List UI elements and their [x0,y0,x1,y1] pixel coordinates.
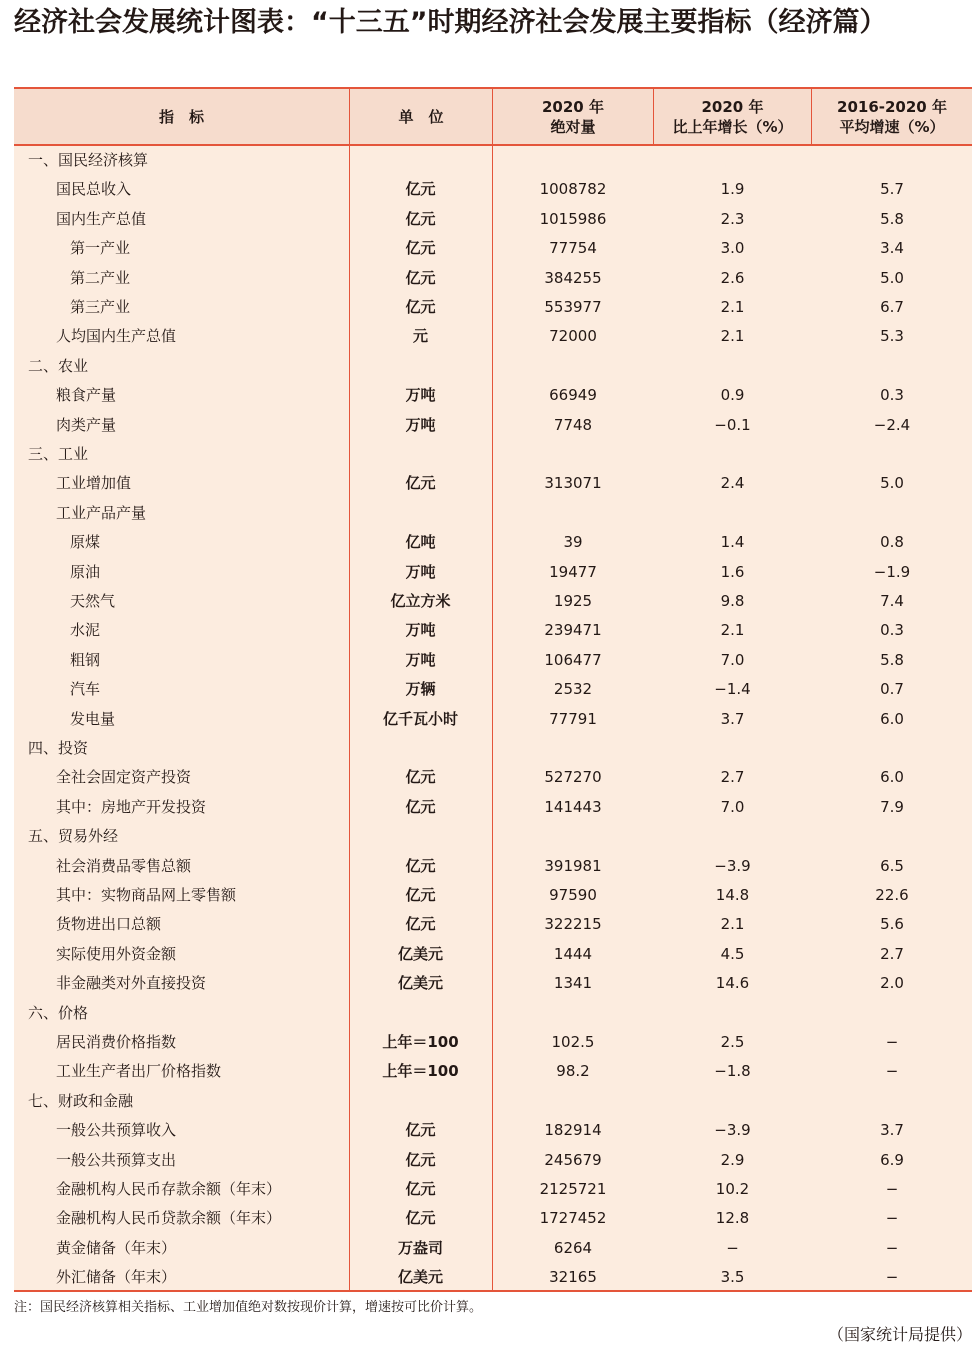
indicator-name: 四、投资 [28,739,89,757]
absolute-value-cell: 32165 [549,1268,597,1287]
indicator-name: 第一产业 [70,239,131,258]
average-rate-cell: − [885,1209,899,1228]
average-rate-cell: − [885,1062,899,1081]
indicator-name: 发电量 [70,709,116,728]
average-rate-cell: 6.5 [880,856,904,875]
table-row [14,469,972,498]
indicator-name: 工业产品产量 [56,503,147,522]
header-indicator-label: 指 标 [158,107,204,126]
average-rate-cell: 2.0 [880,974,904,993]
unit-cell: 亿元 [405,1121,436,1140]
indicator-name: 粗钢 [70,650,101,669]
footnote: 注：国民经济核算相关指标、工业增加值绝对数按现价计算，增速按可比价计算。 [14,1300,483,1315]
indicator-name: 天然气 [70,592,116,610]
unit-cell: 亿元 [405,1150,436,1169]
indicator-name: 金融机构人民币存款余额（年末） [56,1180,282,1198]
indicator-name: 水泥 [70,621,101,640]
growth-rate-cell: 2.3 [720,209,745,228]
table-row [14,558,972,587]
absolute-value-cell: 2125721 [539,1180,607,1198]
growth-rate-cell: − [726,1238,739,1257]
indicator-name: 全社会固定资产投资 [56,768,192,787]
average-rate-cell: 6.7 [880,298,904,316]
unit-cell: 万吨 [405,650,436,669]
average-rate-cell: 0.7 [880,680,904,699]
average-rate-cell: 7.9 [880,797,904,816]
header-growth [654,89,811,144]
unit-cell: 亿元 [405,180,436,199]
indicator-name: 六、价格 [28,1003,89,1022]
unit-cell: 亿立方米 [390,592,451,610]
table-row [14,234,972,263]
growth-rate-cell: 1.9 [720,180,745,199]
growth-rate-cell: 14.8 [715,886,750,904]
absolute-value-cell: 1444 [553,944,593,963]
unit-cell: 上年＝100 [382,1033,459,1051]
average-rate-cell: 5.6 [880,915,904,934]
absolute-value-cell: 19477 [549,562,597,581]
average-rate-cell: 5.8 [880,209,904,228]
unit-cell: 万吨 [405,415,436,434]
growth-rate-cell: 2.6 [720,268,745,287]
absolute-value-cell: 1015986 [539,209,607,228]
indicator-name: 其中：房地产开发投资 [56,797,207,816]
table-row [14,499,972,528]
table-row [14,264,972,293]
unit-cell: 亿千瓦小时 [382,709,458,728]
table-row [14,793,972,822]
average-rate-cell: 3.7 [880,1121,904,1140]
unit-cell: 亿美元 [397,974,443,993]
absolute-value-cell: 2532 [553,680,593,699]
indicator-name: 国民总收入 [56,180,132,199]
average-rate-cell: −2.4 [873,415,911,434]
table-row [14,293,972,322]
unit-cell: 亿吨 [405,533,436,552]
header-growth-line2: 比上年增长（%） [672,117,793,136]
growth-rate-cell: 2.1 [720,298,745,316]
table-row [14,587,972,616]
growth-rate-cell: 10.2 [715,1180,750,1198]
growth-rate-cell: 3.5 [720,1268,745,1287]
absolute-value-cell: 77791 [549,709,597,728]
indicator-table [14,87,972,1292]
table-row [14,1028,972,1057]
table-row [14,175,972,204]
unit-cell: 亿元 [405,768,436,787]
average-rate-cell: 6.0 [880,768,904,787]
section-row [14,146,972,175]
growth-rate-cell: −0.1 [714,415,751,434]
unit-cell: 亿元 [405,239,436,258]
growth-rate-cell: −1.8 [714,1062,751,1081]
indicator-name: 国内生产总值 [56,209,147,228]
growth-rate-cell: 7.0 [720,650,745,669]
average-rate-cell: 5.3 [880,327,904,346]
unit-cell: 亿元 [405,298,436,316]
source-credit: （国家统计局提供） [827,1325,972,1344]
section-row [14,1087,972,1116]
absolute-value-cell: 66949 [549,386,597,405]
absolute-value-cell: 1341 [553,974,593,993]
indicator-name: 七、财政和金融 [28,1091,134,1110]
header-average-line2: 平均增速（%） [839,117,945,136]
average-rate-cell: 0.3 [880,386,904,405]
unit-cell: 亿元 [405,856,436,875]
growth-rate-cell: 2.4 [720,474,745,493]
growth-rate-cell: 2.7 [720,768,745,787]
absolute-value-cell: 102.5 [551,1033,595,1051]
indicator-name: 二、农业 [28,356,89,375]
section-row [14,822,972,851]
indicator-name: 货物进出口总额 [56,915,162,934]
growth-rate-cell: 0.9 [720,386,745,405]
table-row [14,1146,972,1175]
growth-rate-cell: 3.7 [720,709,745,728]
indicator-name: 第二产业 [70,268,131,287]
unit-cell: 亿元 [405,268,436,287]
indicator-name: 金融机构人民币贷款余额（年末） [56,1209,282,1228]
absolute-value-cell: 245679 [544,1150,602,1169]
header-absolute-line1: 2020 年 [542,97,604,116]
unit-cell: 亿元 [405,1209,436,1228]
average-rate-cell: 0.8 [880,533,904,552]
unit-cell: 元 [412,327,428,346]
absolute-value-cell: 7748 [553,415,593,434]
unit-cell: 万吨 [405,386,436,405]
growth-rate-cell: −3.9 [714,1121,751,1140]
unit-cell: 亿元 [405,797,436,816]
unit-cell: 万吨 [405,621,436,640]
indicator-name: 第三产业 [70,298,131,316]
indicator-name: 居民消费价格指数 [56,1033,177,1051]
average-rate-cell: − [885,1268,899,1287]
absolute-value-cell: 322215 [544,915,602,934]
table-row [14,646,972,675]
table-row [14,322,972,351]
section-row [14,734,972,763]
header-average [812,89,972,144]
table-row [14,705,972,734]
indicator-name: 外汇储备（年末） [56,1268,177,1287]
unit-cell: 万辆 [405,680,436,699]
table-row [14,528,972,557]
absolute-value-cell: 77754 [549,239,597,258]
table-row [14,1057,972,1086]
growth-rate-cell: 2.1 [720,621,745,640]
absolute-value-cell: 97590 [549,886,597,904]
table-row [14,1204,972,1233]
growth-rate-cell: 2.1 [720,327,745,346]
indicator-name: 工业生产者出厂价格指数 [56,1062,222,1081]
unit-cell: 万吨 [405,562,436,581]
absolute-value-cell: 1008782 [539,180,607,199]
average-rate-cell: 7.4 [880,592,904,610]
indicator-name: 原煤 [70,533,101,552]
average-rate-cell: 2.7 [880,944,904,963]
growth-rate-cell: 12.8 [715,1209,750,1228]
header-growth-line1: 2020 年 [701,97,764,116]
absolute-value-cell: 553977 [544,298,602,316]
average-rate-cell: − [885,1180,899,1198]
unit-cell: 亿元 [405,915,436,934]
average-rate-cell: 5.7 [880,180,904,199]
absolute-value-cell: 39 [563,533,583,552]
table-row [14,1175,972,1204]
table-row [14,881,972,910]
unit-cell: 亿元 [405,474,436,493]
absolute-value-cell: 98.2 [556,1062,590,1081]
growth-rate-cell: −1.4 [714,680,751,699]
absolute-value-cell: 72000 [549,327,597,346]
average-rate-cell: 0.3 [880,621,904,640]
header-absolute-line2: 绝对量 [550,117,596,136]
average-rate-cell: 3.4 [880,239,904,258]
growth-rate-cell: 2.1 [720,915,745,934]
absolute-value-cell: 391981 [544,856,602,875]
growth-rate-cell: 14.6 [715,974,750,993]
growth-rate-cell: −3.9 [714,856,751,875]
absolute-value-cell: 141443 [544,797,602,816]
unit-cell: 亿元 [405,1180,436,1198]
section-row [14,352,972,381]
page-title: 经济社会发展统计图表：“十三五”时期经济社会发展主要指标（经济篇） [14,7,887,38]
indicator-name: 非金融类对外直接投资 [56,974,207,993]
table-row [14,1263,972,1292]
table-row [14,940,972,969]
table-row [14,910,972,939]
indicator-name: 人均国内生产总值 [56,327,177,346]
absolute-value-cell: 384255 [544,268,602,287]
average-rate-cell: 5.8 [880,650,904,669]
growth-rate-cell: 3.0 [720,239,745,258]
absolute-value-cell: 527270 [544,768,602,787]
unit-cell: 亿元 [405,886,436,904]
indicator-name: 实际使用外资金额 [56,944,177,963]
growth-rate-cell: 2.5 [720,1033,745,1051]
unit-cell: 上年＝100 [382,1062,459,1081]
indicator-name: 社会消费品零售总额 [56,856,192,875]
growth-rate-cell: 1.6 [720,562,745,581]
header-indicator [14,89,349,144]
absolute-value-cell: 182914 [544,1121,602,1140]
absolute-value-cell: 106477 [544,650,602,669]
indicator-name: 一般公共预算支出 [56,1150,177,1169]
table-row [14,763,972,792]
unit-cell: 亿元 [405,209,436,228]
growth-rate-cell: 4.5 [720,944,745,963]
average-rate-cell: −1.9 [873,562,911,581]
table-row [14,616,972,645]
indicator-name: 其中：实物商品网上零售额 [56,886,237,904]
absolute-value-cell: 1727452 [539,1209,607,1228]
average-rate-cell: 5.0 [880,474,904,493]
table-row [14,411,972,440]
average-rate-cell: 22.6 [875,886,909,904]
section-row [14,999,972,1028]
table-row [14,205,972,234]
table-row [14,969,972,998]
indicator-name: 一般公共预算收入 [56,1121,177,1140]
header-absolute [493,89,653,144]
growth-rate-cell: 2.9 [720,1150,745,1169]
average-rate-cell: 6.0 [880,709,904,728]
table-row [14,1234,972,1263]
average-rate-cell: − [885,1033,899,1051]
indicator-name: 肉类产量 [56,415,117,434]
growth-rate-cell: 7.0 [720,797,745,816]
absolute-value-cell: 239471 [544,621,602,640]
average-rate-cell: 5.0 [880,268,904,287]
absolute-value-cell: 313071 [544,474,602,493]
table-row [14,852,972,881]
average-rate-cell: − [885,1238,899,1257]
unit-cell: 亿美元 [397,944,443,963]
header-unit [350,89,492,144]
unit-cell: 亿美元 [397,1268,443,1287]
indicator-name: 原油 [70,562,101,581]
indicator-name: 三、工业 [28,445,89,463]
indicator-name: 汽车 [70,680,101,699]
header-unit-label: 单 位 [398,107,444,126]
indicator-name: 五、贸易外经 [28,827,119,846]
header-average-line1: 2016-2020 年 [837,97,947,116]
section-row [14,440,972,469]
growth-rate-cell: 1.4 [720,533,745,552]
absolute-value-cell: 6264 [553,1238,593,1257]
table-row [14,381,972,410]
average-rate-cell: 6.9 [880,1150,904,1169]
absolute-value-cell: 1925 [553,592,593,610]
indicator-name: 工业增加值 [56,474,132,493]
table-row [14,675,972,704]
unit-cell: 万盎司 [397,1238,443,1257]
indicator-name: 粮食产量 [56,386,117,405]
table-row [14,1116,972,1145]
indicator-name: 一、国民经济核算 [28,151,149,169]
growth-rate-cell: 9.8 [720,592,745,610]
indicator-name: 黄金储备（年末） [56,1238,177,1257]
